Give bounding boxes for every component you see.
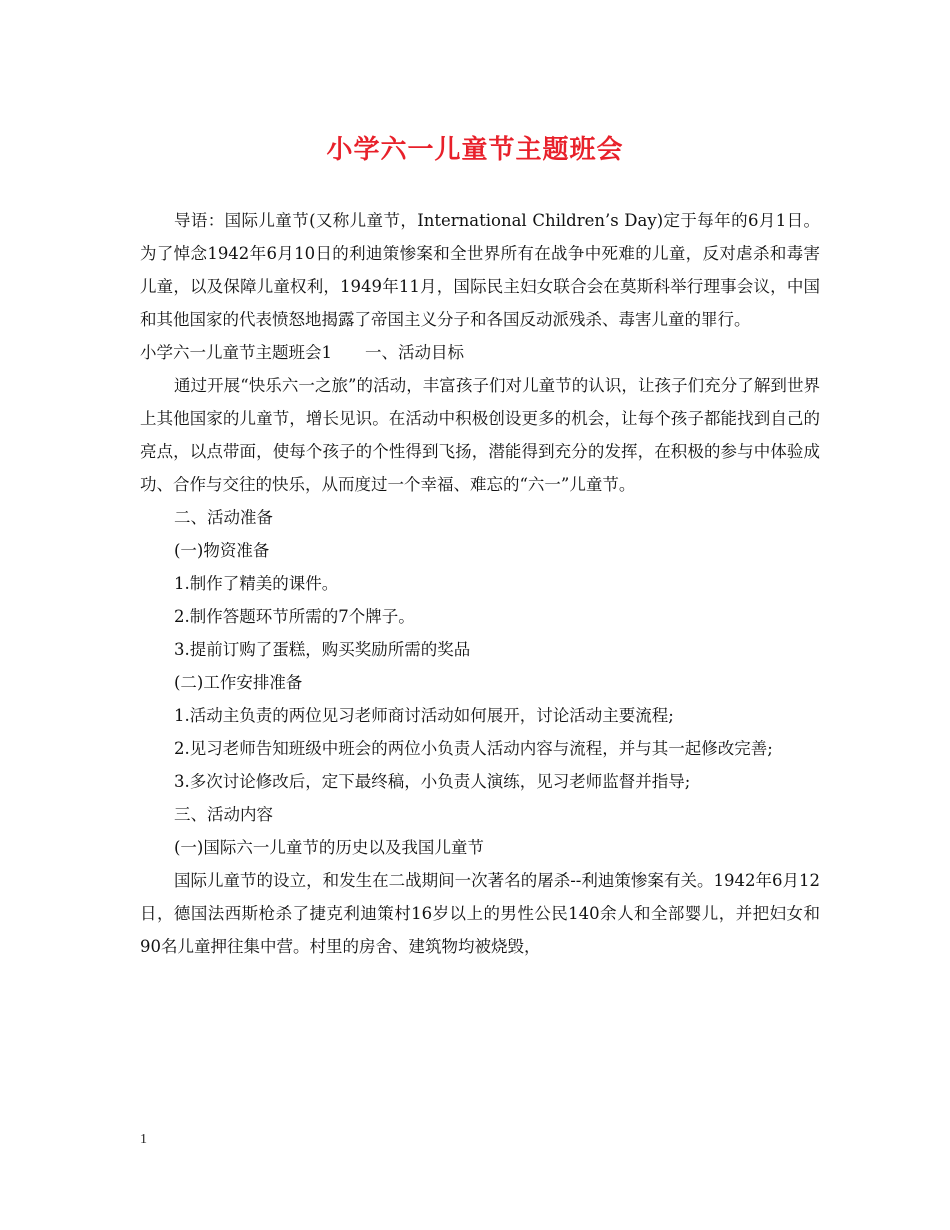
list-item: 3.提前订购了蛋糕，购买奖励所需的奖品 (174, 640, 471, 659)
page-number: 1 (140, 1132, 147, 1147)
paragraph-activity-goal: 通过开展“快乐六一之旅”的活动，丰富孩子们对儿童节的认识，让孩子们充分了解到世界上其他国家的儿童节，增长见识。在活动中积极创设更多的机会，让每个孩子都能找到自己的亮点，以点带面，使每个孩子的个性得到飞扬，潜能得到充分的发挥，在积极的参与中体验成功、合作与交往的快乐，从而度过一个幸福、难忘的“六一”儿童节。 (140, 376, 820, 494)
heading-activity-preparation: 二、活动准备 (174, 508, 273, 527)
heading-material-preparation: (一)物资准备 (174, 541, 270, 560)
paragraph-intro: 导语：国际儿童节(又称儿童节，International Children’s Day)定于每年的6月1日。为了悼念1942年6月10日的利迪策惨案和全世界所有在战争中死难的儿童，反对虐杀和毒害儿童，以及保障儿童权利，1949年11月，国际民主妇女联合会在莫斯科举行理事会议，中国和其他国家的代表愤怒地揭露了帝国主义分子和各国反动派残杀、毒害儿童的罪行。 (140, 211, 820, 329)
list-item: 2.见习老师告知班级中班会的两位小负责人活动内容与流程，并与其一起修改完善; (174, 739, 773, 758)
heading-history: (一)国际六一儿童节的历史以及我国儿童节 (174, 838, 484, 857)
section-heading-meeting-1: 小学六一儿童节主题班会1 一、活动目标 (140, 343, 464, 362)
list-item: 3.多次讨论修改后，定下最终稿，小负责人演练，见习老师监督并指导; (174, 772, 691, 791)
heading-work-arrangement: (二)工作安排准备 (174, 673, 303, 692)
paragraph-history: 国际儿童节的设立，和发生在二战期间一次著名的屠杀--利迪策惨案有关。1942年6月12日，德国法西斯枪杀了捷克利迪策村16岁以上的男性公民140余人和全部婴儿，并把妇女和90名儿童押往集中营。村里的房舍、建筑物均被烧毁， (140, 871, 820, 956)
document-body (140, 204, 820, 963)
heading-activity-content: 三、活动内容 (174, 805, 273, 824)
list-item: 2.制作答题环节所需的7个牌子。 (174, 607, 415, 626)
document-title: 小学六一儿童节主题班会 (326, 135, 624, 165)
list-item: 1.活动主负责的两位见习老师商讨活动如何展开，讨论活动主要流程; (174, 706, 674, 725)
list-item: 1.制作了精美的课件。 (174, 574, 339, 593)
